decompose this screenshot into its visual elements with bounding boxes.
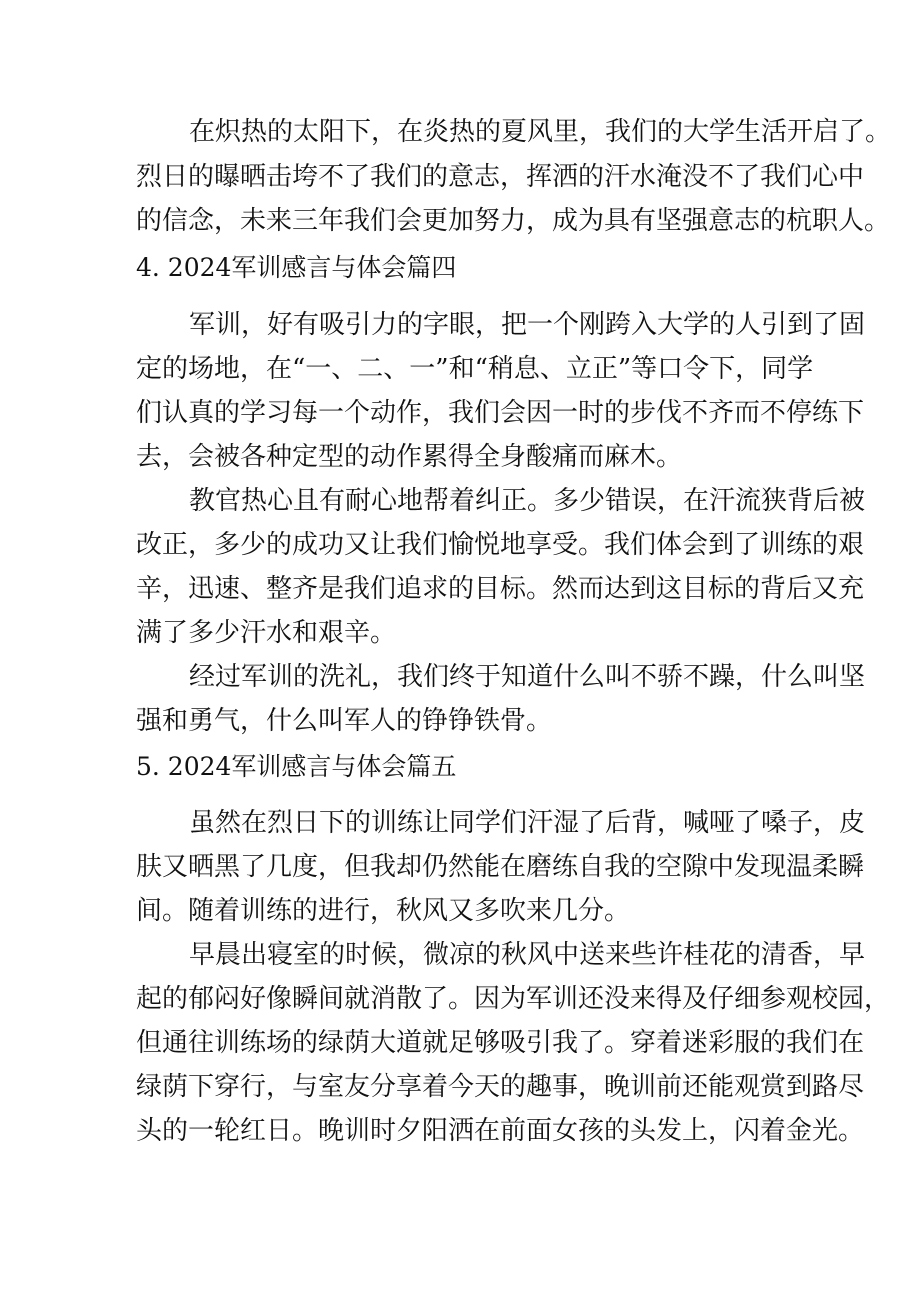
paragraph-line: 在炽热的太阳下，在炎热的夏风里，我们的大学生活开启了。 (189, 117, 892, 147)
paragraph-line: 间。随着训练的进行，秋风又多吹来几分。 (136, 896, 631, 926)
paragraph-line: 辛，迅速、整齐是我们追求的目标。然而达到这目标的背后又充 (136, 574, 865, 604)
paragraph-line: 们认真的学习每一个动作，我们会因一时的步伐不齐而不停练下 (136, 398, 865, 428)
paragraph-line: 绿荫下穿行，与室友分享着今天的趣事，晚训前还能观赏到路尽 (136, 1072, 865, 1102)
paragraph-line: 烈日的曝晒击垮不了我们的意志，挥洒的汗水淹没不了我们心中 (136, 162, 865, 192)
paragraph-line: 定的场地，在“一、二、一”和“稍息、立正”等口令下，同学 (136, 354, 814, 384)
paragraph-line: 起的郁闷好像瞬间就消散了。因为军训还没来得及仔细参观校园， (136, 984, 891, 1014)
section-heading: 4. 2024军训感言与体会篇四 (136, 253, 457, 282)
paragraph-line: 军训，好有吸引力的字眼，把一个刚跨入大学的人引到了固 (189, 310, 866, 340)
paragraph-line: 强和勇气，什么叫军人的铮铮铁骨。 (136, 706, 553, 736)
paragraph-line: 肤又晒黑了几度，但我却仍然能在磨练自我的空隙中发现温柔瞬 (136, 852, 865, 882)
paragraph-line: 虽然在烈日下的训练让同学们汗湿了后背，喊哑了嗓子，皮 (189, 808, 866, 838)
paragraph-line: 头的一轮红日。晚训时夕阳洒在前面女孩的头发上，闪着金光。 (136, 1116, 865, 1146)
paragraph-line: 改正，多少的成功又让我们愉悦地享受。我们体会到了训练的艰 (136, 530, 865, 560)
paragraph-line: 去，会被各种定型的动作累得全身酸痛而麻木。 (136, 442, 683, 472)
paragraph-line: 早晨出寝室的时候，微凉的秋风中送来些许桂花的清香，早 (189, 940, 866, 970)
paragraph-line: 满了多少汗水和艰辛。 (136, 618, 397, 648)
paragraph-line: 经过军训的洗礼，我们终于知道什么叫不骄不躁，什么叫坚 (189, 662, 866, 692)
paragraph-line: 但通往训练场的绿荫大道就足够吸引我了。穿着迷彩服的我们在 (136, 1028, 865, 1058)
paragraph-line: 的信念，未来三年我们会更加努力，成为具有坚强意志的杭职人。 (136, 206, 891, 236)
section-heading: 5. 2024军训感言与体会篇五 (136, 752, 457, 781)
paragraph-line: 教官热心且有耐心地帮着纠正。多少错误，在汗流狭背后被 (189, 486, 866, 516)
